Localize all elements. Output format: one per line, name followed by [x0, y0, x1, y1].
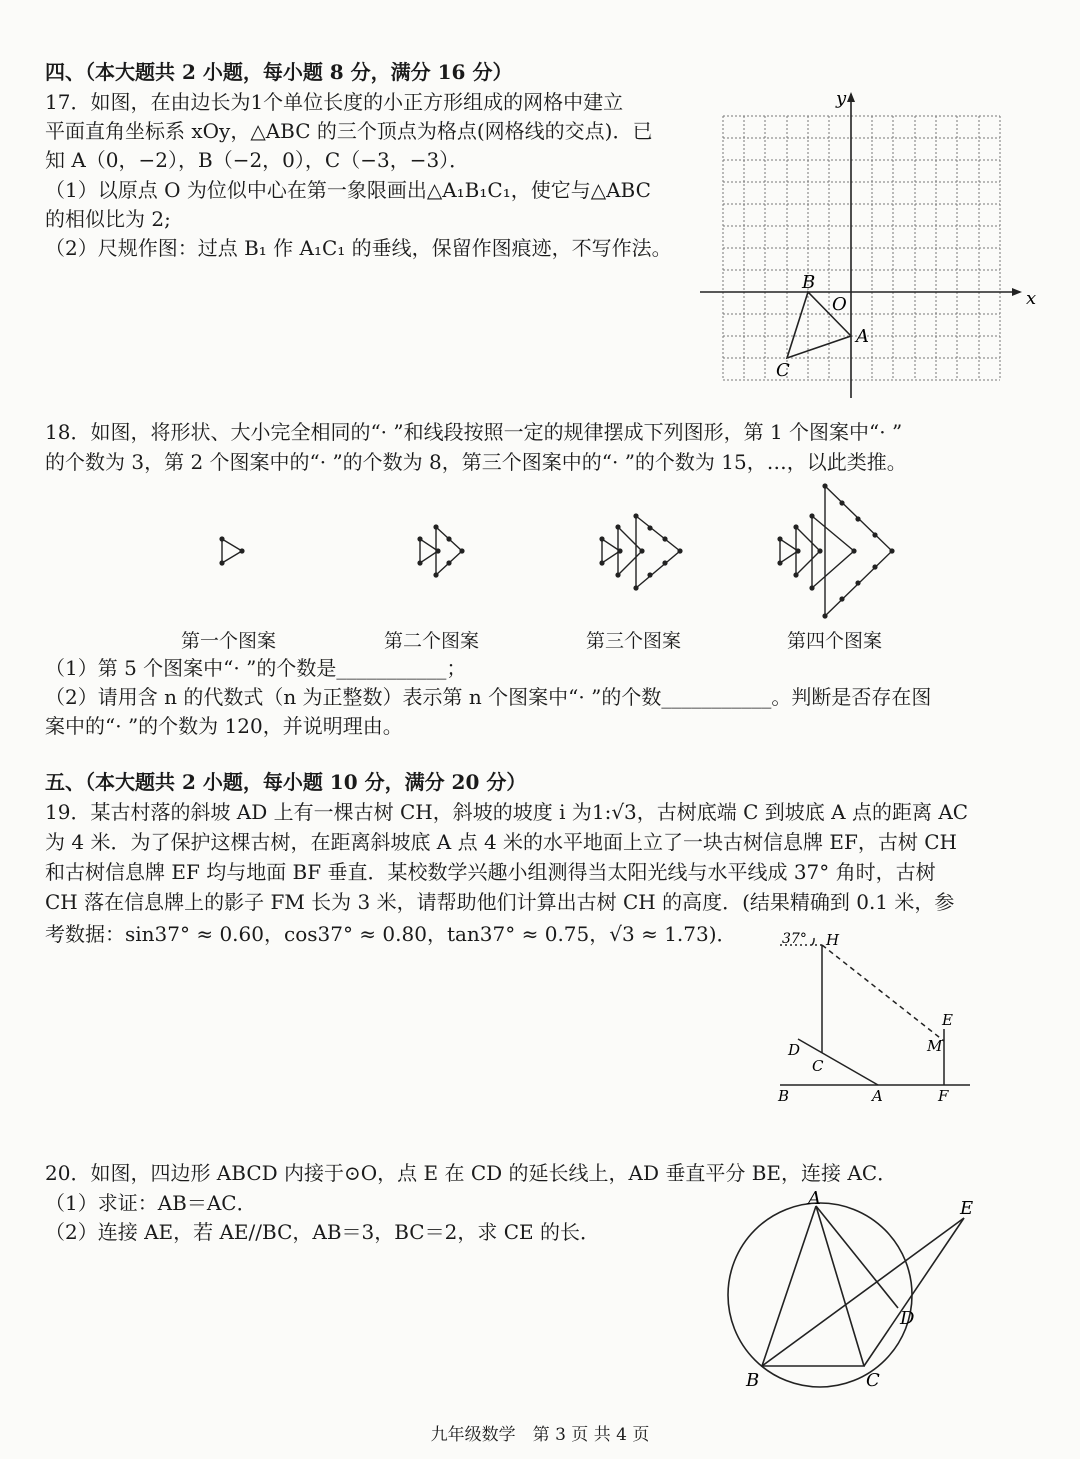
section-5-title: 五、（本大题共 2 小题，每小题 10 分，满分 20 分） [45, 770, 527, 794]
x-axis-arrow-icon [1012, 288, 1022, 296]
q18-line-2: 的个数为 3，第 2 个图案中的“· ”的个数为 8，第三个图案中的“· ”的个数为 15，…，以此类推。 [45, 450, 907, 474]
q19-line-4: CH 落在信息牌上的影子 FM 长为 3 米，请帮助他们计算出古树 CH 的高度．(结果精确到 0.1 米，参 [45, 890, 955, 914]
point-f-label: F [938, 1087, 949, 1105]
point-d-label: D [900, 1308, 915, 1329]
point-d-label: D [788, 1041, 801, 1059]
point-b-label: B [778, 1087, 790, 1105]
point-c-label: C [812, 1057, 824, 1075]
page-footer: 九年级数学 第 3 页 共 4 页 [430, 1425, 650, 1445]
origin-label: O [832, 294, 847, 315]
point-a-label: A [808, 1190, 821, 1209]
q20-line-2: （1）求证：AB＝AC． [45, 1191, 257, 1215]
q20-line-1: 20．如图，四边形 ABCD 内接于⊙O，点 E 在 CD 的延长线上，AD 垂直平分 BE，连接 AC． [45, 1161, 898, 1185]
angle-label: 37° [782, 931, 807, 947]
point-e-label: E [942, 1011, 953, 1029]
q19-line-1: 19．某古村落的斜坡 AD 上有一棵古树 CH，斜坡的坡度 i 为1:√3，古树底端 C 到坡底 A 点的距离 AC [45, 800, 969, 824]
point-b-label: B [802, 272, 816, 293]
sun-ray [822, 945, 944, 1041]
q18-patterns-figure [180, 480, 920, 620]
q19-line-5: 考数据：sin37° ≈ 0.60，cos37° ≈ 0.80，tan37° ≈ 0.75，√3 ≈ 1.73)． [45, 922, 737, 946]
caption-pattern-4: 第四个图案 [787, 630, 883, 652]
caption-pattern-3: 第三个图案 [586, 630, 682, 652]
q18-line-1: 18．如图，将形状、大小完全相同的“· ”和线段按照一定的规律摆成下列图形，第 1 个图案中“· ” [45, 420, 903, 444]
q18-sub-2b: 案中的“· ”的个数为 120，并说明理由。 [45, 714, 403, 738]
q18-sub-1: （1）第 5 个图案中“· ”的个数是___________； [45, 656, 467, 680]
y-axis-arrow-icon [847, 92, 855, 102]
pattern-2 [420, 527, 462, 575]
q20-circle-figure [720, 1190, 990, 1395]
point-b-label: B [746, 1370, 760, 1391]
caption-pattern-2: 第二个图案 [384, 630, 480, 652]
q17-line-4: （1）以原点 O 为位似中心在第一象限画出△A₁B₁C₁，使它与△ABC [45, 178, 651, 202]
y-axis-label: y [836, 88, 847, 109]
x-axis-label: x [1026, 288, 1037, 309]
angle-arc [812, 938, 814, 945]
caption-pattern-1: 第一个图案 [181, 630, 277, 652]
q17-line-1: 17．如图，在由边长为1个单位长度的小正方形组成的网格中建立 [45, 90, 624, 114]
q17-line-2: 平面直角坐标系 xOy，△ABC 的三个顶点为格点(网格线的交点)．已 [45, 119, 653, 143]
circle-o [728, 1203, 912, 1387]
point-a-label: A [856, 326, 869, 347]
q17-line-3: 知 A（0，−2），B（−2，0），C（−3，−3）． [45, 148, 470, 172]
pattern-1 [222, 539, 242, 563]
q19-line-2: 为 4 米．为了保护这棵古树，在距离斜坡底 A 点 4 米的水平地面上立了一块古树信息牌 EF，古树 CH [45, 830, 957, 854]
q19-line-3: 和古树信息牌 EF 均与地面 BF 垂直．某校数学兴趣小组测得当太阳光线与水平线成 37° 角时，古树 [45, 860, 936, 884]
segment-ce [864, 1218, 964, 1366]
triangle-abc [762, 1206, 864, 1366]
q19-tree-slope-figure [770, 925, 980, 1110]
section-4-title: 四、（本大题共 2 小题，每小题 8 分，满分 16 分） [45, 60, 513, 84]
point-e-label: E [960, 1198, 974, 1219]
q18-sub-2: （2）请用含 n 的代数式（n 为正整数）表示第 n 个图案中“· ”的个数___________。判断是否存在图 [45, 685, 932, 709]
point-h-label: H [826, 931, 840, 949]
q17-line-6: （2）尺规作图：过点 B₁ 作 A₁C₁ 的垂线，保留作图痕迹，不写作法。 [45, 236, 672, 260]
point-m-label: M [927, 1037, 943, 1055]
point-c-label: C [776, 360, 790, 381]
slope-ad [798, 1039, 878, 1085]
q20-line-3: （2）连接 AE，若 AE//BC，AB＝3，BC＝2，求 CE 的长． [45, 1220, 600, 1244]
point-a-label: A [872, 1087, 883, 1105]
segment-ad [816, 1206, 898, 1308]
q17-line-5: 的相似比为 2; [45, 207, 171, 231]
q17-coordinate-grid-figure [698, 88, 1038, 406]
segment-be [762, 1218, 964, 1366]
point-c-label: C [866, 1370, 880, 1391]
